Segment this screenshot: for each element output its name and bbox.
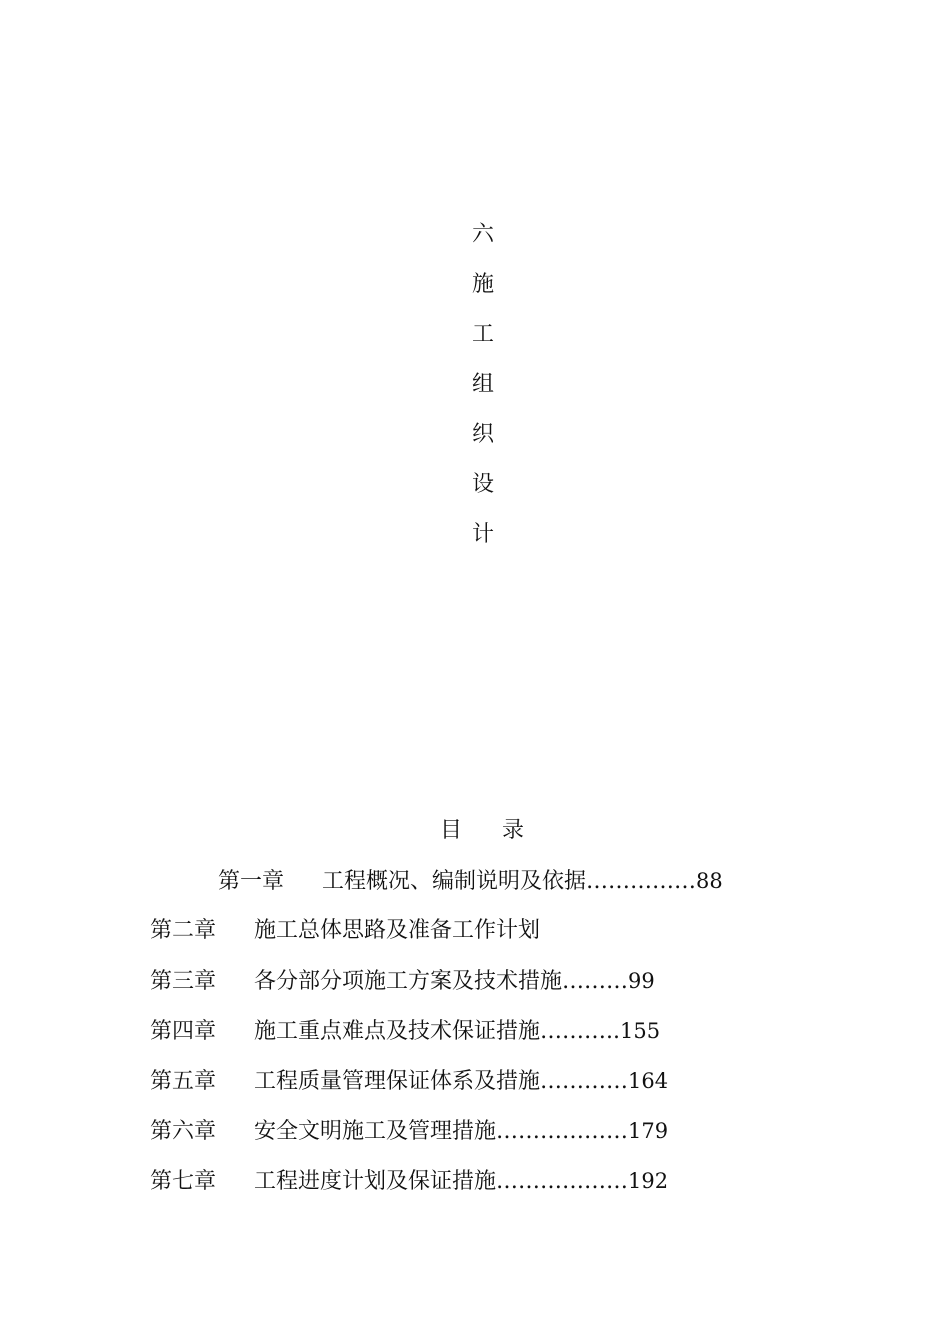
toc-chapter-title: 施工重点难点及技术保证措施 <box>254 1019 541 1044</box>
toc-leader-dots: ……………… <box>496 1119 629 1144</box>
toc-page-number: 164 <box>628 1069 669 1093</box>
title-char: 设 <box>471 472 494 497</box>
toc-entry[interactable] <box>218 864 723 899</box>
toc-chapter-number: 第六章 <box>150 1119 217 1144</box>
toc-heading <box>440 814 524 848</box>
vertical-cover-title <box>470 216 496 566</box>
toc-entry[interactable] <box>150 1164 668 1199</box>
toc-leader-dots: ……………… <box>496 1169 629 1194</box>
title-char: 组 <box>471 372 494 397</box>
title-char: 工 <box>471 322 494 347</box>
toc-chapter-title: 各分部分项施工方案及技术措施 <box>254 969 563 994</box>
toc-chapter-number: 第七章 <box>150 1169 217 1194</box>
toc-page-number: 155 <box>620 1019 661 1043</box>
toc-entry[interactable] <box>150 1064 668 1099</box>
title-char: 织 <box>471 422 494 447</box>
toc-page-number: 99 <box>628 969 655 993</box>
toc-leader-dots: ………… <box>540 1069 629 1094</box>
toc-chapter-number: 第一章 <box>218 869 285 894</box>
toc-chapter-number: 第二章 <box>150 918 217 943</box>
title-char: 六 <box>471 222 494 247</box>
toc-chapter-title: 施工总体思路及准备工作计划 <box>254 918 541 943</box>
toc-chapter-title: 工程质量管理保证体系及措施 <box>254 1069 541 1094</box>
toc-chapter-number: 第四章 <box>150 1019 217 1044</box>
toc-heading-left: 目 <box>440 818 463 843</box>
toc-chapter-title: 工程概况、编制说明及依据 <box>322 869 587 894</box>
toc-chapter-number: 第三章 <box>150 969 217 994</box>
toc-chapter-number: 第五章 <box>150 1069 217 1094</box>
toc-chapter-title: 安全文明施工及管理措施 <box>254 1119 497 1144</box>
title-char: 计 <box>471 522 494 547</box>
toc-leader-dots: ……… <box>562 969 629 994</box>
toc-entry[interactable] <box>150 1014 660 1049</box>
toc-heading-right: 录 <box>502 818 525 843</box>
toc-page-number: 192 <box>628 1169 669 1193</box>
toc-leader-dots: …………… <box>586 869 697 894</box>
toc-page-number: 88 <box>696 869 723 893</box>
toc-entry[interactable] <box>150 914 540 948</box>
toc-leader-dots: ……….. <box>540 1019 621 1044</box>
toc-entry[interactable] <box>150 1114 668 1149</box>
toc-page-number: 179 <box>628 1119 669 1143</box>
title-char: 施 <box>471 272 494 297</box>
toc-entry[interactable] <box>150 964 655 999</box>
toc-chapter-title: 工程进度计划及保证措施 <box>254 1169 497 1194</box>
